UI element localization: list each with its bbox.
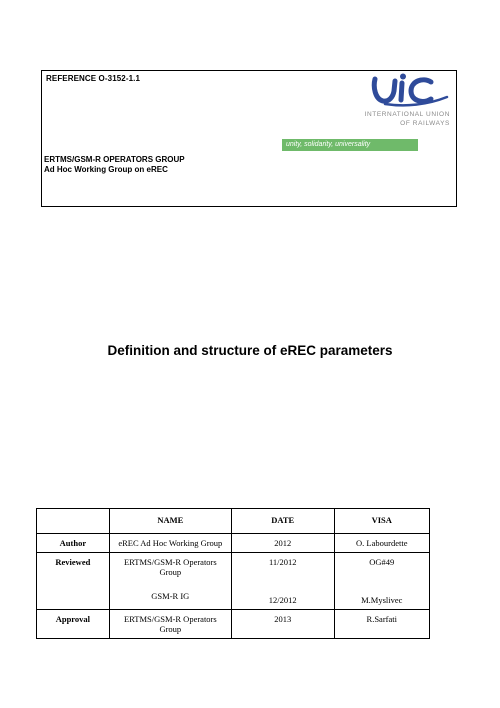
uic-logo-mark	[371, 73, 451, 107]
table-row-approval	[37, 610, 430, 639]
table-header-date: DATE	[231, 509, 334, 534]
document-title: Definition and structure of eREC parameters	[107, 343, 393, 358]
working-group-name: Ad Hoc Working Group on eREC	[44, 165, 168, 174]
uic-tagline: unity, solidarity, universality	[282, 139, 418, 151]
table-header-row	[37, 509, 430, 534]
row-label-author: Author	[37, 534, 110, 553]
reviewer-2-name: GSM-R IG	[151, 591, 190, 601]
author-name: eREC Ad Hoc Working Group	[109, 534, 231, 553]
author-date: 2012	[231, 534, 334, 553]
approval-visa: R.Sarfati	[334, 610, 429, 639]
table-header-empty	[37, 509, 110, 534]
reviewer-1-name: ERTMS/GSM-R Operators Group	[123, 557, 217, 577]
logo-text-line2: OF RAILWAYS	[400, 120, 450, 127]
table-header-visa: VISA	[334, 509, 429, 534]
table-row-author	[37, 534, 430, 553]
table-header-name: NAME	[109, 509, 231, 534]
reference-number: REFERENCE O-3152-1.1	[46, 74, 141, 83]
reviewed-names	[109, 553, 231, 610]
logo-text-line1: INTERNATIONAL UNION	[364, 111, 450, 118]
table-row-reviewed	[37, 553, 430, 610]
reviewer-2-visa: M.Myslivec	[361, 595, 403, 605]
approval-date: 2013	[231, 610, 334, 639]
approval-name: ERTMS/GSM-R Operators Group	[109, 610, 231, 639]
reviewed-dates	[231, 553, 334, 610]
row-label-approval: Approval	[37, 610, 110, 639]
approval-table	[36, 508, 430, 639]
group-name: ERTMS/GSM-R OPERATORS GROUP	[44, 155, 185, 164]
reviewer-1-date: 11/2012	[268, 557, 297, 567]
reviewer-2-date: 12/2012	[268, 595, 297, 605]
reviewed-visas	[334, 553, 429, 610]
author-visa: O. Labourdette	[334, 534, 429, 553]
row-label-reviewed: Reviewed	[37, 553, 110, 610]
reviewer-1-visa: OG#49	[369, 557, 395, 567]
